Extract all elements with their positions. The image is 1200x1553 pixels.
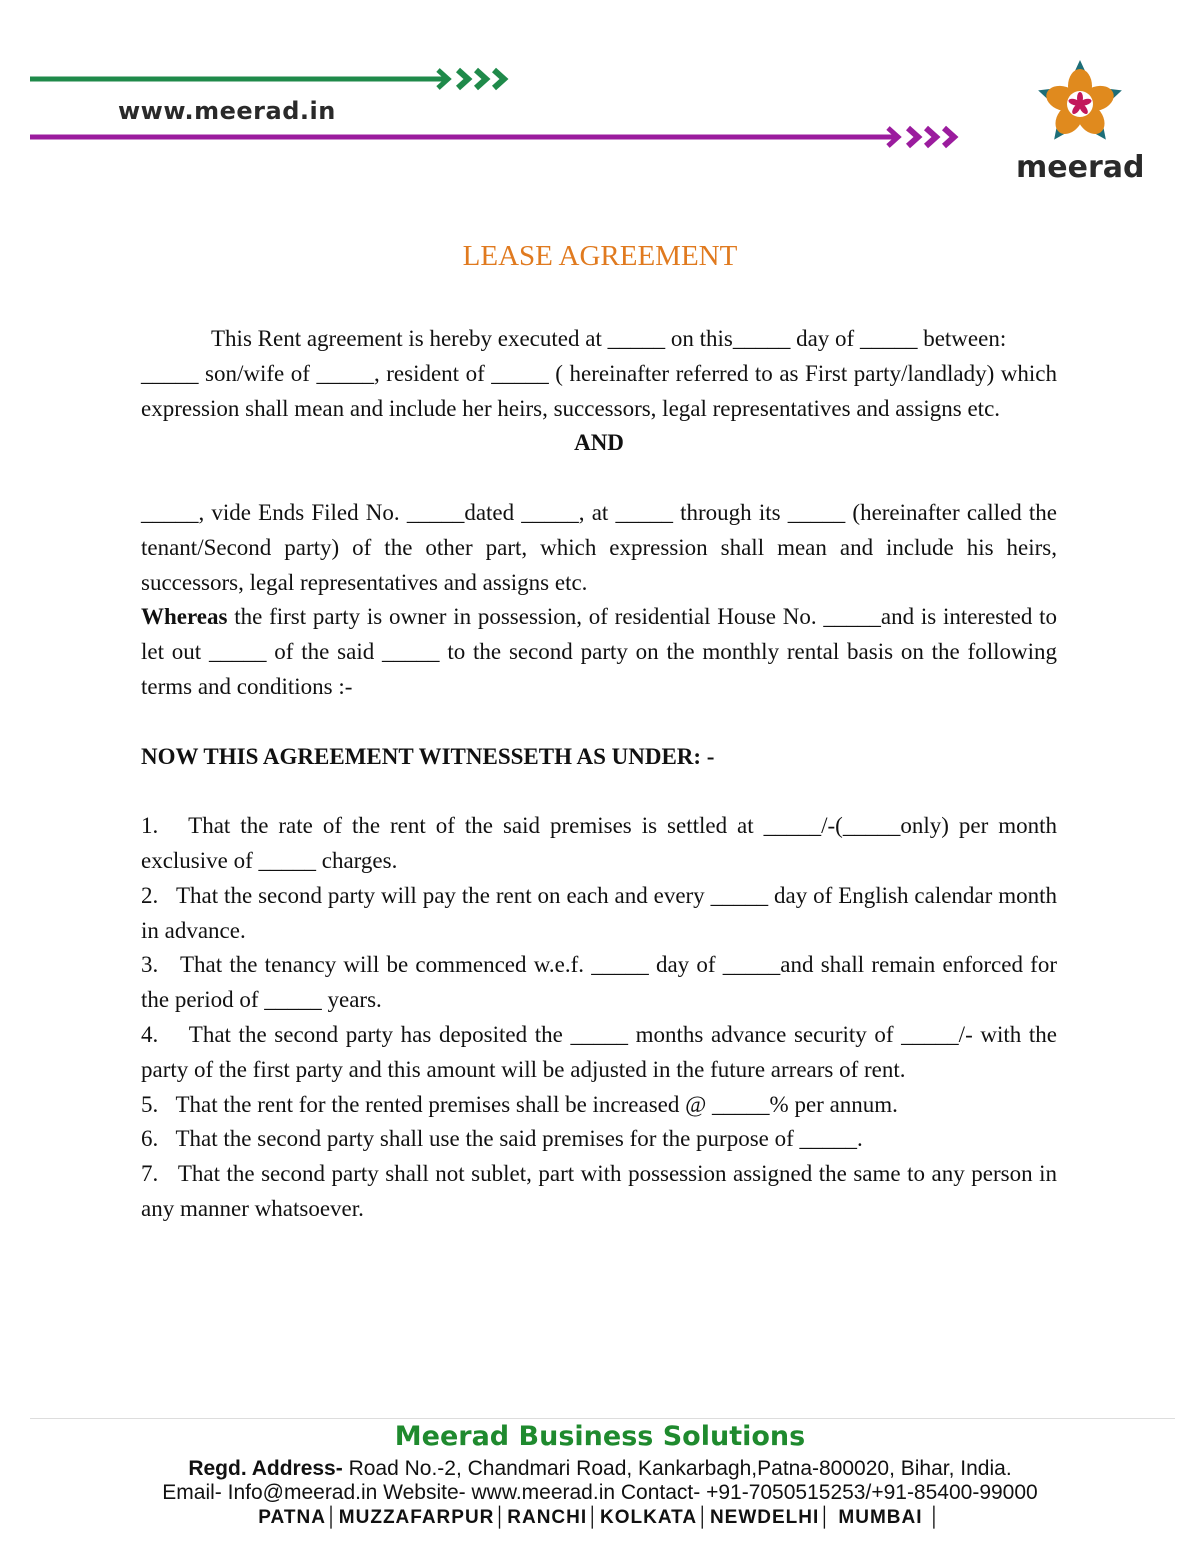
footer-divider bbox=[30, 1418, 1175, 1419]
address-text: Road No.-2, Chandmari Road, Kankarbagh,Patna-800020, Bihar, India. bbox=[342, 1457, 1012, 1480]
website-url: www.meerad.in bbox=[118, 97, 336, 125]
term-item: 6. That the second party shall use the said premises for the purpose of _____. bbox=[141, 1126, 863, 1152]
term-item: 5. That the rent for the rented premises shall be increased @ _____% per annum. bbox=[141, 1091, 898, 1117]
page-header bbox=[0, 0, 1200, 200]
intro-paragraph: This Rent agreement is hereby executed at _____ on this_____ day of _____ between: bbox=[211, 326, 1007, 351]
tenant-paragraph: _____, vide Ends Filed No. _____dated _____, at _____ through its _____ (hereinafter called the tenant/Second party) of the other part, which expression shall mean and include his heirs, successors, legal representatives and assigns etc. bbox=[141, 499, 1057, 595]
agreement-body bbox=[141, 322, 1057, 1227]
whereas-paragraph bbox=[141, 600, 1057, 704]
and-separator: AND bbox=[574, 430, 624, 456]
term-item: 7. That the second party shall not sublet, part with possession assigned the same to any person in any manner whatsoever. bbox=[141, 1161, 1057, 1221]
term-item: 1. That the rate of the rent of the said premises is settled at _____/-(_____only) per month exclusive of _____ charges. bbox=[141, 813, 1057, 873]
whereas-text: the first party is owner in possession, of residential House No. _____and is interested to let out _____ of the said _____ to the second party on the monthly rental basis on the following terms and conditions :- bbox=[141, 604, 1057, 699]
company-name: Meerad Business Solutions bbox=[394, 1421, 806, 1452]
contact-line: Email- Info@meerad.in Website- www.meerad.in Contact- +91-7050515253/+91-85400-99000 bbox=[162, 1481, 1038, 1504]
city-list: PATNA│MUZZAFARPUR│RANCHI│KOLKATA│NEWDELHI│ MUMBAI │ bbox=[258, 1507, 942, 1528]
term-item: 4. That the second party has deposited the _____ months advance security of _____/- with the party of the first party and this amount will be adjusted in the future arrears of rent. bbox=[141, 1021, 1057, 1082]
registered-address bbox=[0, 1457, 1200, 1481]
first-party-paragraph: _____ son/wife of _____, resident of _____ ( hereinafter referred to as First party/landlady) which expression shall mean and include her heirs, successors, legal representatives and assigns etc. bbox=[141, 360, 1057, 421]
address-label: Regd. Address- bbox=[188, 1457, 343, 1480]
witness-heading: NOW THIS AGREEMENT WITNESSETH AS UNDER: - bbox=[141, 743, 715, 769]
document-title: LEASE AGREEMENT bbox=[462, 240, 738, 272]
whereas-label: Whereas bbox=[141, 604, 228, 630]
term-item: 2. That the second party will pay the rent on each and every _____ day of English calendar month in advance. bbox=[141, 882, 1057, 943]
logo-wordmark: meerad bbox=[1016, 150, 1145, 185]
header-arrows-graphic bbox=[0, 0, 1000, 160]
term-item: 3. That the tenancy will be commenced w.e.f. _____ day of _____and shall remain enforced for the period of _____ years. bbox=[141, 952, 1057, 1013]
meerad-flower-logo-icon bbox=[1026, 56, 1136, 156]
